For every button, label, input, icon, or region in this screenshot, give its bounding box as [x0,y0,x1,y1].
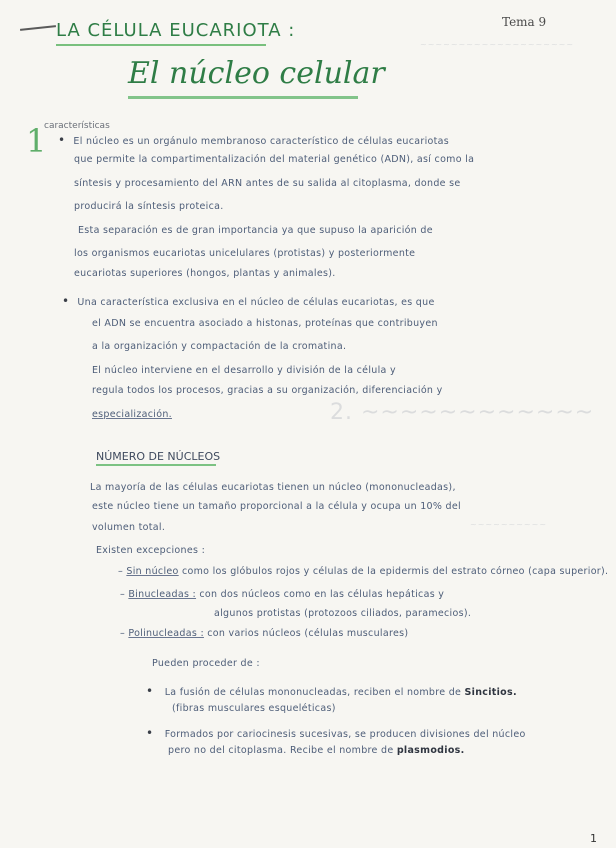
text-line: algunos protistas (protozoos ciliados, paramecios). [214,608,472,619]
text-line: regula todos los procesos, gracias a su organización, diferenciación y [92,385,443,396]
list-item-term: Sin núcleo [126,566,179,577]
text-line: eucariotas superiores (hongos, plantas y animales). [74,268,336,279]
tema-label: Tema 9 [502,15,547,29]
section-heading-underline [96,464,216,466]
bleed-through-text: ~~~~~~~~~~ [470,520,548,529]
list-item-text: con varios núcleos (células musculares) [207,628,409,639]
list-item-text: con dos núcleos como en las células hepáticas y [199,589,445,600]
text-line: a la organización y compactación de la cromatina. [92,341,347,352]
list-item-text: La fusión de células mononucleadas, reciben el nombre de [164,687,462,698]
list-item-term: Binucleadas : [128,589,197,600]
list-item-text: como los glóbulos rojos y células de la epidermis del estrato córneo (capa superior). [181,566,609,577]
text-line: (fibras musculares esqueléticas) [172,703,336,714]
origin-label: Pueden proceder de : [152,658,260,669]
text-line: especialización. [92,409,172,420]
title-underline [56,44,266,46]
list-item-term: Polinucleadas : [128,628,204,639]
text-line: volumen total. [92,522,166,533]
list-item [168,745,465,756]
section-heading: NÚMERO DE NÚCLEOS [96,450,221,463]
text-line: El núcleo interviene en el desarrollo y división de la célula y [92,365,396,376]
list-item-text: pero no del citoplasma. Recibe el nombre de [168,745,394,756]
header-stroke [20,25,56,31]
text-line: este núcleo tiene un tamaño proporcional a la célula y ocupa un 10% del [92,501,461,512]
text-line: • El núcleo es un orgánulo membranoso característico de células eucariotas [58,133,449,147]
list-item [146,726,526,740]
list-dash: – [120,589,129,600]
text-line: síntesis y procesamiento del ARN antes de su salida al citoplasma, donde se [74,178,461,189]
text-line: producirá la síntesis proteica. [74,201,224,212]
list-item [146,684,517,698]
exceptions-label: Existen excepciones : [96,545,206,556]
page-number: 1 [590,832,597,845]
bleed-through-text: 2. ~~~~~~~~~~~~ [330,400,595,425]
list-dash: – [118,566,127,577]
text-line: Esta separación es de gran importancia ya que supuso la aparición de [78,225,433,236]
text-line: el ADN se encuentra asociado a histonas, proteínas que contribuyen [92,318,438,329]
list-item [118,566,608,577]
text-line: los organismos eucariotas unicelulares (protistas) y posteriormente [74,248,416,259]
bleed-through-text: ~~~~~~~~~~~~~~~~~~~~ [420,40,575,49]
list-dash: – [120,628,129,639]
section-number: 1 [26,122,47,160]
main-heading: El núcleo celular [128,56,385,91]
text-line: La mayoría de las células eucariotas tienen un núcleo (mononucleadas), [90,482,456,493]
list-item [120,589,444,600]
list-item-term: plasmodios. [396,745,465,756]
heading-underline [128,96,358,99]
text-line: • Una característica exclusiva en el núcleo de células eucariotas, es que [62,294,435,308]
list-item-term: Sincitios. [464,687,517,698]
list-item-text: Formados por cariocinesis sucesivas, se producen divisiones del núcleo [164,729,526,740]
text-line: que permite la compartimentalización del material genético (ADN), así como la [74,154,475,165]
list-item [120,628,408,639]
section-label: características [44,121,110,131]
page-title: LA CÉLULA EUCARIOTA : [56,20,296,41]
